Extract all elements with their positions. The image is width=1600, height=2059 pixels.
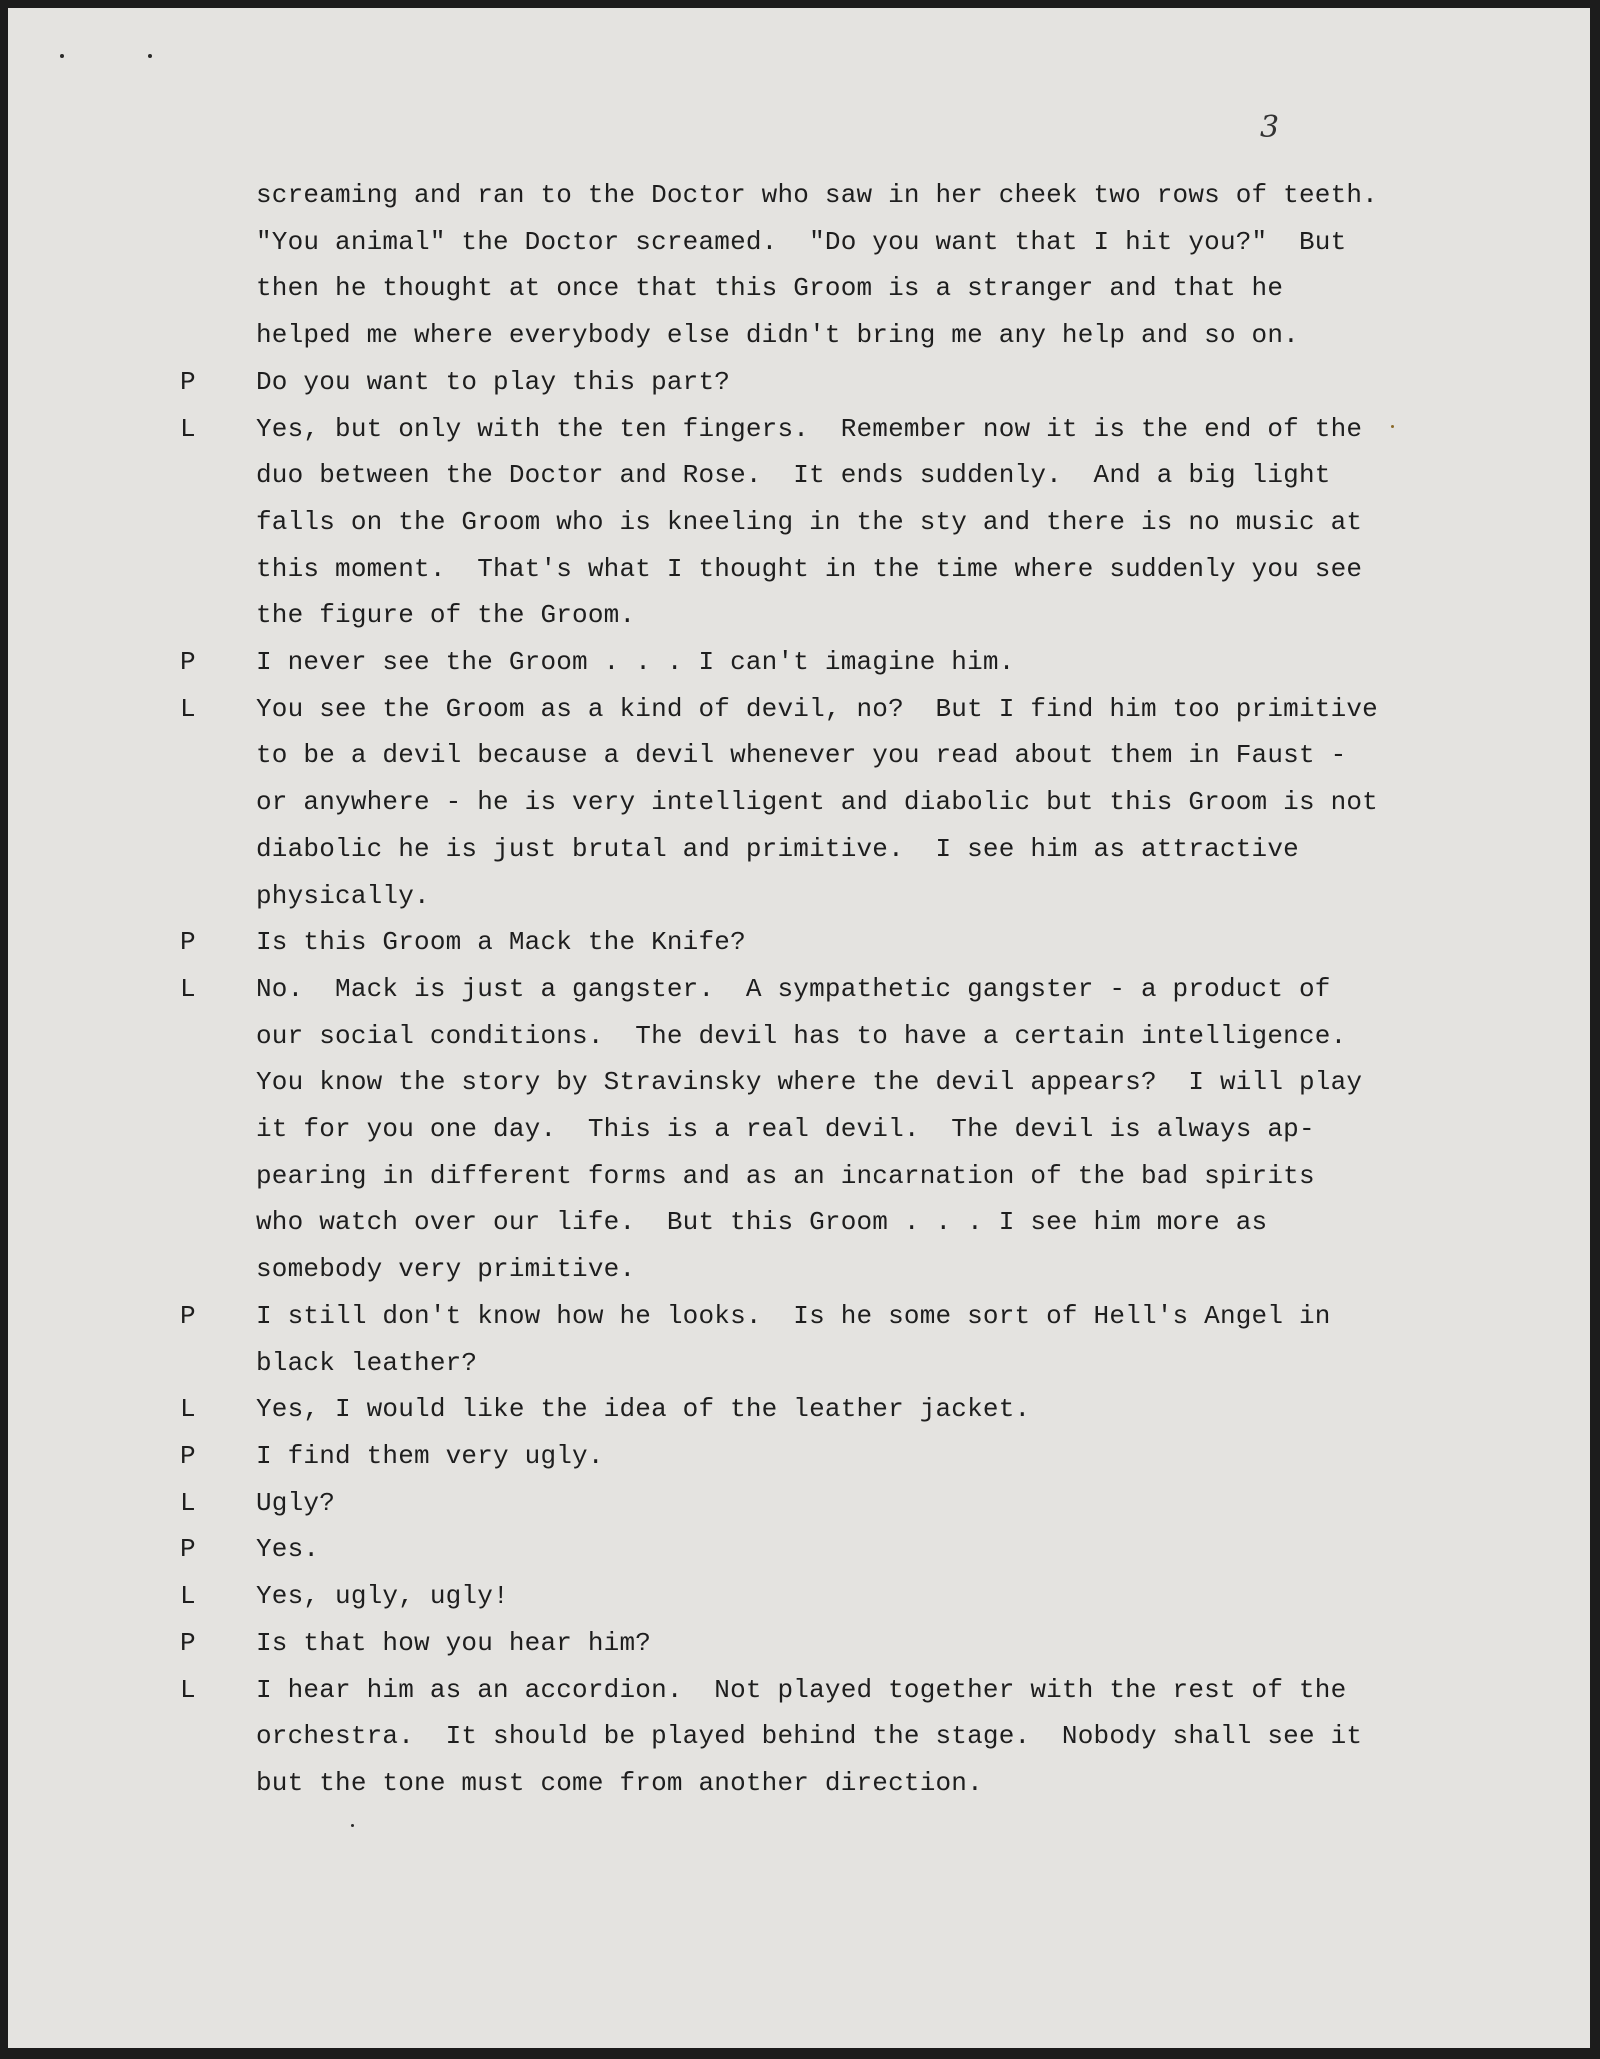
speaker-label: P: [180, 927, 196, 958]
speaker-label: P: [180, 1534, 196, 1565]
transcript-paragraph: [8, 359, 1396, 406]
text-line: the figure of the Groom.: [256, 600, 636, 631]
speaker-label: P: [180, 647, 196, 678]
speaker-label: L: [180, 413, 196, 444]
text-line: orchestra. It should be played behind the stage. Nobody shall see it: [256, 1721, 1363, 1752]
transcript-body: [8, 172, 1590, 1807]
speaker-label: P: [180, 1627, 196, 1658]
transcript-paragraph: [8, 1433, 1396, 1480]
text-line: who watch over our life. But this Groom . . . I see him more as: [256, 1207, 1268, 1238]
text-line: Yes, ugly, ugly!: [256, 1581, 509, 1612]
text-line: I hear him as an accordion. Not played together with the rest of the: [256, 1674, 1347, 1705]
text-line: You see the Groom as a kind of devil, no? But I find him too primitive: [256, 693, 1378, 724]
text-line: then he thought at once that this Groom is a stranger and that he: [256, 273, 1284, 304]
text-line: Yes, but only with the ten fingers. Remember now it is the end of the: [256, 413, 1363, 444]
text-line: physically.: [256, 880, 430, 911]
transcript-paragraph: [8, 686, 1396, 920]
transcript-paragraph: [8, 1386, 1396, 1433]
speaker-label: P: [180, 366, 196, 397]
text-line: our social conditions. The devil has to have a certain intelligence.: [256, 1020, 1347, 1051]
paper-speck: [60, 54, 64, 58]
text-line: this moment. That's what I thought in the time where suddenly you see: [256, 553, 1363, 584]
text-line: but the tone must come from another direction.: [256, 1767, 983, 1798]
text-line: it for you one day. This is a real devil. The devil is always ap-: [256, 1114, 1315, 1145]
text-line: Yes.: [256, 1534, 320, 1565]
text-line: You know the story by Stravinsky where the devil appears? I will play: [256, 1067, 1363, 1098]
speaker-label: L: [180, 1394, 196, 1425]
text-line: I still don't know how he looks. Is he some sort of Hell's Angel in: [256, 1300, 1331, 1331]
paper-speck: [351, 1824, 354, 1827]
text-line: helped me where everybody else didn't bring me any help and so on.: [256, 320, 1299, 351]
text-line: Is that how you hear him?: [256, 1627, 652, 1658]
transcript-paragraph: [8, 1293, 1396, 1386]
transcript-paragraph: [8, 406, 1396, 640]
text-line: black leather?: [256, 1347, 478, 1378]
text-line: or anywhere - he is very intelligent and diabolic but this Groom is not: [256, 787, 1378, 818]
transcript-paragraph: [8, 1480, 1396, 1527]
transcript-paragraph: [8, 1526, 1396, 1573]
speaker-label: L: [180, 693, 196, 724]
speaker-label: L: [180, 1487, 196, 1518]
speaker-label: P: [180, 1440, 196, 1471]
speaker-label: L: [180, 1581, 196, 1612]
paper-speck: [148, 54, 152, 58]
transcript-paragraph: [8, 1620, 1396, 1667]
text-line: duo between the Doctor and Rose. It ends suddenly. And a big light: [256, 460, 1331, 491]
transcript-paragraph: [8, 1573, 1396, 1620]
transcript-paragraph: [8, 639, 1396, 686]
speaker-label: L: [180, 973, 196, 1004]
text-line: I find them very ugly.: [256, 1440, 604, 1471]
text-line: somebody very primitive.: [256, 1254, 636, 1285]
transcript-paragraph: [8, 966, 1396, 1293]
page-number: 3: [1260, 110, 1280, 145]
speaker-label: L: [180, 1674, 196, 1705]
text-line: I never see the Groom . . . I can't imagine him.: [256, 647, 1015, 678]
document-page: [8, 8, 1590, 2048]
text-line: Do you want to play this part?: [256, 366, 731, 397]
text-line: pearing in different forms and as an incarnation of the bad spirits: [256, 1160, 1315, 1191]
text-line: Ugly?: [256, 1487, 336, 1518]
transcript-paragraph: [8, 172, 1396, 359]
text-line: falls on the Groom who is kneeling in the sty and there is no music at: [256, 506, 1363, 537]
transcript-paragraph: [8, 919, 1396, 966]
speaker-label: P: [180, 1300, 196, 1331]
text-line: "You animal" the Doctor screamed. "Do you want that I hit you?" But: [256, 226, 1347, 257]
text-line: No. Mack is just a gangster. A sympathetic gangster - a product of: [256, 973, 1331, 1004]
text-line: to be a devil because a devil whenever you read about them in Faust -: [256, 740, 1347, 771]
transcript-paragraph: [8, 1667, 1396, 1807]
text-line: screaming and ran to the Doctor who saw in her cheek two rows of teeth.: [256, 180, 1378, 210]
text-line: Yes, I would like the idea of the leather jacket.: [256, 1394, 1031, 1425]
text-line: diabolic he is just brutal and primitive. I see him as attractive: [256, 833, 1299, 864]
text-line: Is this Groom a Mack the Knife?: [256, 927, 746, 958]
